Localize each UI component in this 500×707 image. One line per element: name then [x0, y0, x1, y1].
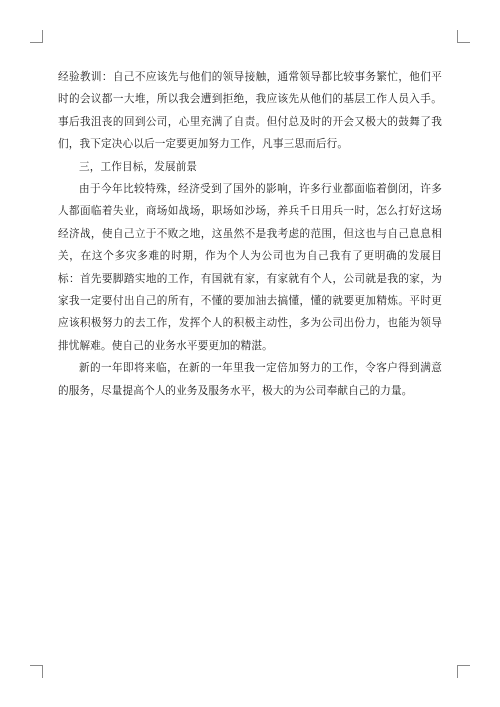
lesson-paragraph: 经验教训：自己不应该先与他们的领导接触，通常领导都比较事务繁忙，他们平时的会议都一大堆，所以我会遭到拒绝，我应该先从他们的基层工作人员入手。事后我沮丧的回到公司，心里充满了自责。但付总及时的开会又极大的鼓舞了我们，我下定决心以后一定要更加努力工作，凡事三思而后行。: [58, 71, 442, 151]
crop-mark-bottom-right: [457, 665, 470, 678]
document-body: [58, 66, 442, 402]
section-heading: 三，工作目标，发展前景: [79, 160, 198, 173]
goals-paragraph: 由于今年比较特殊，经济受到了国外的影响，许多行业都面临着倒闭，许多人都面临着失业，商场如战场，职场如沙场，养兵千日用兵一时，怎么打好这场经济战，使自己立于不败之地，这虽然不是我考虑的范围，但这也与自己息息相关，在这个多灾多难的时期，作为个人为公司也为自己我有了更明确的发展目标：首先要脚踏实地的工作，有国就有家，有家就有个人，公司就是我的家，为家我一定要付出自己的所有，不懂的要加油去搞懂，懂的就要更加精炼。平时更应该积极努力的去工作，发挥个人的积极主动性，多为公司出份力，也能为领导排忧解难。使自己的业务水平要更加的精湛。: [58, 183, 442, 352]
crop-mark-top-right: [457, 30, 470, 43]
crop-mark-bottom-left: [30, 665, 43, 678]
closing-paragraph: 新的一年即将来临，在新的一年里我一定倍加努力的工作，令客户得到满意的服务，尽量提高个人的业务及服务水平，极大的为公司奉献自己的力量。: [58, 362, 442, 397]
crop-mark-top-left: [30, 30, 43, 43]
